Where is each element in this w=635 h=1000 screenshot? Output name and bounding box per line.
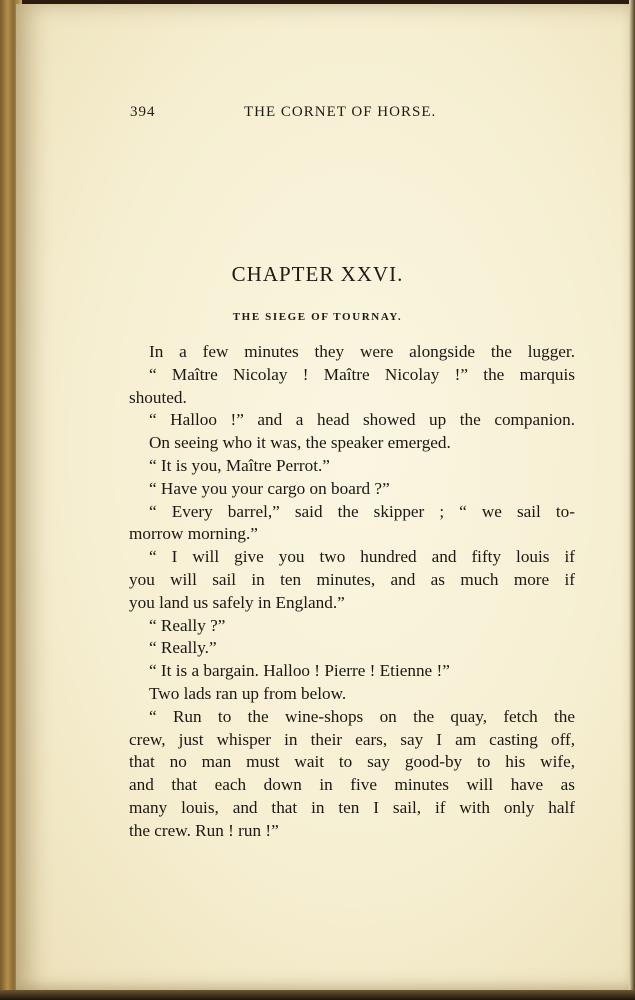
text-line-content: the crew. Run ! run !” <box>129 820 279 840</box>
text-line <box>129 683 575 706</box>
chapter-subtitle: THE SIEGE OF TOURNAY. <box>232 311 403 323</box>
text-line-content: you land us safely in England.” <box>129 592 345 612</box>
text-line <box>129 774 575 797</box>
text-line-content: shouted. <box>129 387 187 407</box>
text-line-content: many louis, and that in ten I sail, if with only half <box>129 797 575 817</box>
text-line <box>129 751 575 774</box>
text-line-content: “ It is you, Maître Perrot.” <box>149 455 330 475</box>
text-line <box>129 523 575 546</box>
text-line-content: “ I will give you two hundred and fifty louis if <box>149 547 575 567</box>
text-line-content: “ Have you your cargo on board ?” <box>149 478 390 498</box>
text-line-content: “ Run to the wine-shops on the quay, fetch the <box>149 706 575 726</box>
text-line <box>129 615 575 638</box>
text-line-content: morrow morning.” <box>129 524 258 544</box>
text-line-content: “ Really.” <box>149 638 217 658</box>
text-line <box>129 637 575 660</box>
page-bottom-edge <box>0 990 635 1000</box>
page-number: 394 <box>130 104 156 120</box>
text-line <box>129 797 575 820</box>
chapter-title: CHAPTER XXVI. <box>231 262 404 286</box>
text-line <box>129 546 575 569</box>
text-line-content: “ Really ?” <box>149 615 226 635</box>
text-line <box>129 592 575 615</box>
text-line-content: “ It is a bargain. Halloo ! Pierre ! Etienne !” <box>149 661 450 681</box>
text-line <box>129 455 575 478</box>
text-line <box>129 341 575 364</box>
text-line-content: Two lads ran up from below. <box>149 683 347 703</box>
text-line-content: In a few minutes they were alongside the lugger. <box>149 342 575 361</box>
text-line <box>129 387 575 410</box>
running-title: THE CORNET OF HORSE. <box>244 104 437 120</box>
text-line-content: “ Every barrel,” said the skipper ; “ we sail to- <box>149 501 575 521</box>
text-line-content: and that each down in five minutes will have as <box>129 775 575 795</box>
text-line-content: “ Maître Nicolay ! Maître Nicolay !” the marquis <box>149 364 575 384</box>
text-line <box>129 569 575 592</box>
text-line <box>129 432 575 455</box>
text-line-content: “ Halloo !” and a head showed up the companion. <box>149 410 575 430</box>
text-line <box>129 820 575 843</box>
text-line <box>129 660 575 683</box>
page-edge <box>629 0 635 1000</box>
text-line-content: crew, just whisper in their ears, say I am casting off, <box>129 729 575 749</box>
text-line-content: On seeing who it was, the speaker emerged. <box>149 433 451 453</box>
text-line <box>129 729 575 752</box>
text-line <box>129 706 575 729</box>
text-line <box>129 478 575 501</box>
text-line <box>129 364 575 387</box>
text-line <box>129 501 575 524</box>
text-line-content: you will sail in ten minutes, and as much more if <box>129 569 575 589</box>
text-line <box>129 409 575 432</box>
body-text <box>129 341 575 843</box>
text-line-content: that no man must wait to say good-by to his wife, <box>129 752 575 772</box>
